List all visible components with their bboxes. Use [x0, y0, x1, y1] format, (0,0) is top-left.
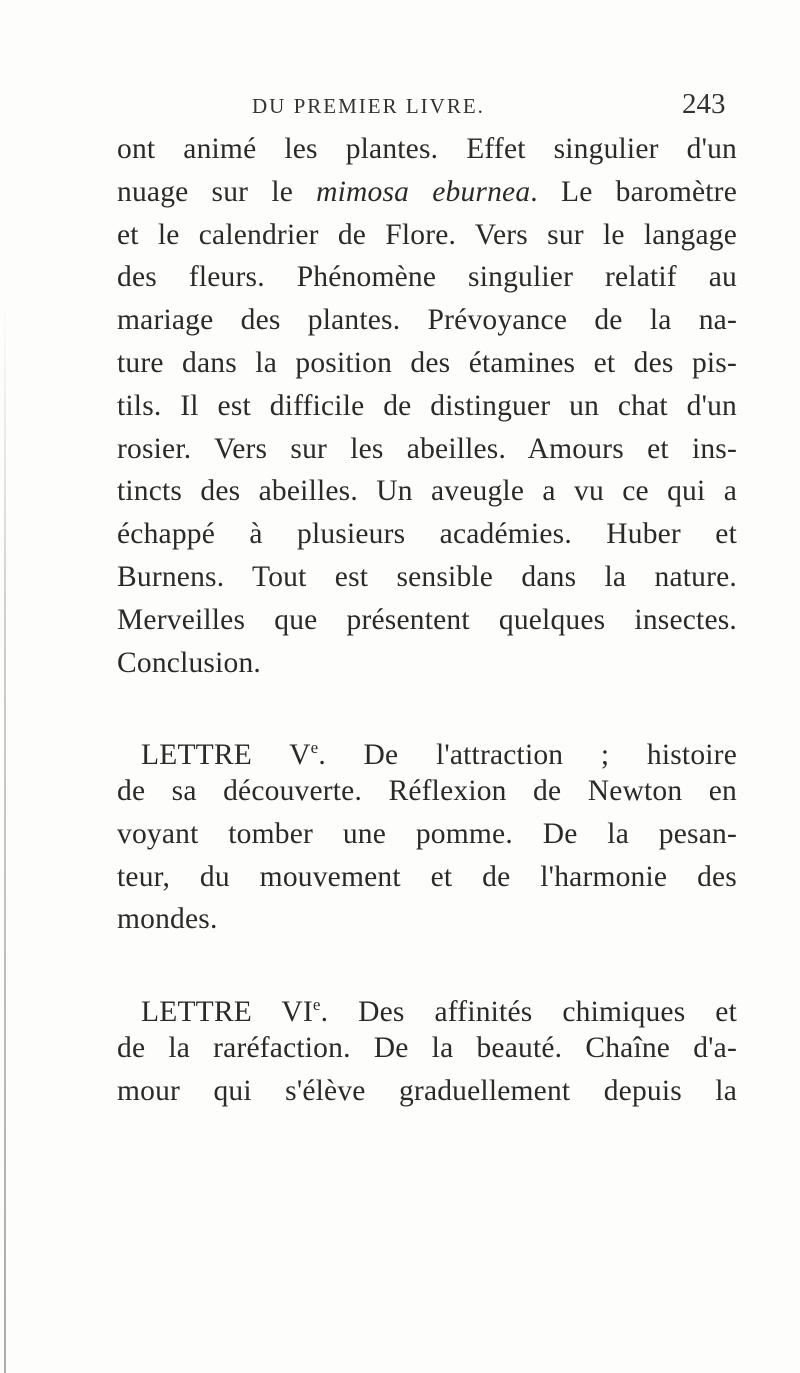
text-segment: . Le baromètre — [530, 175, 737, 208]
text-line: de sa découverte. Réflexion de Newton en — [117, 774, 737, 807]
letter-heading: LETTRE V — [141, 738, 311, 771]
paragraph-gap — [117, 941, 737, 984]
text-line: mondes. — [117, 903, 218, 936]
text-line: Merveilles que présentent quelques insectes. — [117, 603, 737, 636]
page-header — [0, 86, 800, 126]
body-text — [117, 128, 737, 1112]
text-line: tincts des abeilles. Un aveugle a vu ce qui a — [117, 475, 737, 508]
text-line — [117, 727, 737, 770]
text-line: échappé à plusieurs académies. Huber et — [117, 518, 737, 551]
superscript: e — [310, 738, 319, 758]
italic-term: mimosa eburnea — [316, 175, 531, 208]
text-line: Burnens. Tout est sensible dans la nature. — [117, 560, 737, 593]
page-number: 243 — [682, 88, 726, 120]
text-segment: nuage sur le — [117, 175, 317, 208]
text-line: mariage des plantes. Prévoyance de la na- — [117, 304, 737, 337]
text-line: ont animé les plantes. Effet singulier d'un — [117, 133, 737, 165]
text-line — [117, 984, 737, 1027]
text-line: rosier. Vers sur les abeilles. Amours et ins- — [117, 432, 737, 465]
letter-heading: LETTRE VI — [141, 995, 313, 1028]
text-line: tils. Il est difficile de distinguer un chat d'un — [117, 389, 737, 422]
text-line: Conclusion. — [117, 646, 261, 679]
running-head: DU PREMIER LIVRE. — [252, 94, 485, 118]
paragraph-gap — [117, 684, 737, 727]
superscript: e — [312, 994, 321, 1014]
text-line: et le calendrier de Flore. Vers sur le langage — [117, 218, 737, 251]
text-line: teur, du mouvement et de l'harmonie des — [117, 860, 737, 893]
text-segment: . Des affinités chimiques et — [320, 995, 737, 1028]
text-line: des fleurs. Phénomène singulier relatif au — [117, 261, 737, 294]
text-segment: . De l'attraction ; histoire — [318, 738, 737, 771]
text-line: mour qui s'élève graduellement depuis la — [117, 1074, 737, 1107]
page-gutter-shadow — [4, 300, 6, 1373]
text-line: de la raréfaction. De la beauté. Chaîne d'a- — [117, 1031, 737, 1064]
text-line: voyant tomber une pomme. De la pesan- — [117, 817, 737, 850]
text-line: ture dans la position des étamines et des pis- — [117, 346, 737, 379]
text-line — [117, 171, 737, 214]
